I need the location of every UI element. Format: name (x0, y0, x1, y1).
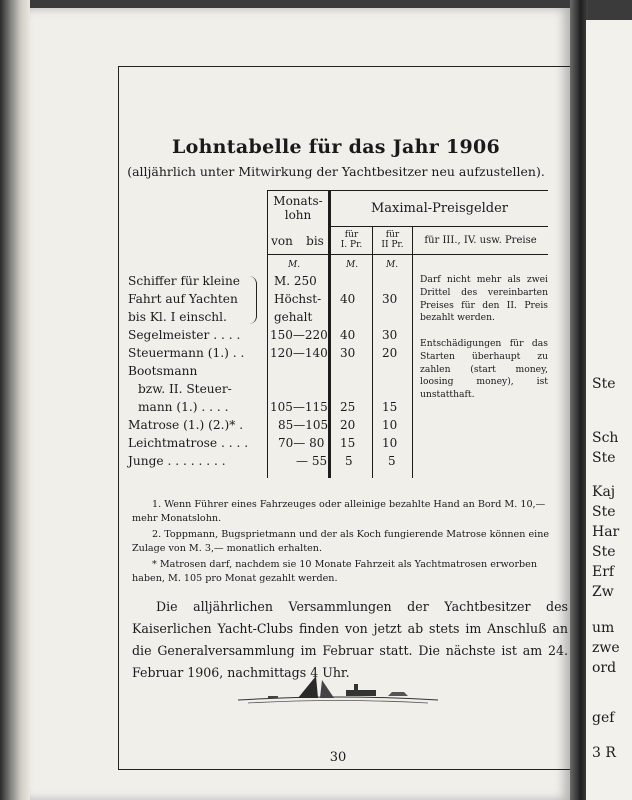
lohn-value: M. 250 (274, 274, 317, 288)
right-page-word: 3 R (592, 745, 616, 761)
lohn-value: 120—140 (270, 346, 328, 360)
right-page-word: Ste (592, 544, 616, 560)
unit-mark: M. (386, 260, 399, 270)
prize-i-value: 30 (340, 346, 356, 360)
lohn-value: 85—105 (278, 418, 329, 432)
row-label: Matrose (1.) (2.)* . (128, 418, 244, 432)
note-preis-limit: Darf nicht mehr als zwei Drittel des vereinbarten Preises für den II. Preis bezahlt werden. (420, 274, 548, 324)
right-page-word: Kaj (592, 484, 616, 500)
page-number: 30 (329, 750, 347, 765)
header-fuer-i-preis: für I. Pr. (340, 230, 363, 250)
header-maximal-preisgelder: Maximal-Preisgelder (370, 201, 509, 216)
row-label: Fahrt auf Yachten (128, 292, 238, 306)
page-title: Lohntabelle für das Jahr 1906 (171, 136, 501, 158)
row-label: Steuermann (1.) . . (128, 346, 245, 360)
header-fuer-ii-preis: für II Pr. (381, 230, 404, 250)
prize-i-value: 15 (340, 436, 356, 450)
row-label: Schiffer für kleine (128, 274, 241, 288)
right-page-word: Ste (592, 450, 616, 466)
footnote-1: 1. Wenn Führer eines Fahrzeuges oder alleinige bezahlte Hand an Bord M. 10,— mehr Monatslohn. (132, 499, 546, 524)
row-label: Leichtmatrose . . . . (128, 436, 249, 450)
right-page-word: ord (592, 660, 617, 676)
brace (248, 276, 257, 324)
header-von: von (271, 234, 293, 248)
prize-ii-value: 30 (382, 328, 398, 342)
row-label: Junge . . . . . . . . (128, 454, 226, 468)
right-page-word: um (592, 620, 615, 636)
prize-ii-value: 20 (382, 346, 398, 360)
footnote-2: 2. Toppmann, Bugsprietmann und der als Koch fungierende Matrose können eine Zulage von M. 3,— monatlich erhalten. (132, 529, 550, 554)
right-page-word: zwe (592, 640, 620, 656)
ship-vignette (238, 672, 438, 712)
row-label: Segelmeister . . . . (128, 328, 241, 342)
unit-mark: M. (346, 260, 359, 270)
lohn-value: 70— 80 (278, 436, 325, 450)
page-subtitle: (alljährlich unter Mitwirkung der Yachtbesitzer neu aufzustellen). (127, 164, 545, 179)
prize-ii-value: 15 (382, 400, 398, 414)
lohn-value: gehalt (274, 310, 313, 324)
book-left-edge (0, 0, 30, 800)
lohn-value: 105—115 (270, 400, 328, 414)
prize-ii-value: 30 (382, 292, 398, 306)
right-page-word: Sch (592, 430, 619, 446)
wage-table-box (118, 66, 568, 760)
row-label: bzw. II. Steuer- (138, 382, 232, 396)
prize-i-value: 20 (340, 418, 356, 432)
prize-i-value: 40 (340, 292, 356, 306)
right-page-word: gef (592, 710, 615, 726)
prize-ii-value: 5 (388, 454, 396, 468)
lohn-value: 150—220 (270, 328, 328, 342)
header-fuer-iii-preise: für III., IV. usw. Preise (424, 235, 537, 246)
header-bis: bis (306, 234, 324, 248)
unit-mark: M. (288, 260, 301, 270)
prize-ii-value: 10 (382, 418, 398, 432)
right-page-word: Har (592, 524, 620, 540)
right-page-word: Ste (592, 376, 616, 392)
prize-ii-value: 10 (382, 436, 398, 450)
header-monatslohn: Monats- lohn (273, 194, 323, 222)
right-page-word: Zw (592, 584, 614, 600)
lohn-value: Höchst- (274, 292, 322, 306)
wage-table (128, 190, 548, 480)
lohn-value: — 55 (296, 454, 328, 468)
prize-i-value: 40 (340, 328, 356, 342)
prize-i-value: 5 (345, 454, 353, 468)
right-page-fragment (586, 20, 632, 800)
footnote-3: * Matrosen darf, nachdem sie 10 Monate Fahrzeit als Yachtmatrosen erworben haben, M. 105 pro Monat gezahlt werden. (132, 559, 538, 584)
note-start-money: Entschädigungen für das Starten überhaupt zu zahlen (start money, loosing money), ist unstatthaft. (420, 338, 548, 401)
row-label: bis Kl. I einschl. (128, 310, 227, 324)
prize-i-value: 25 (340, 400, 356, 414)
right-page-word: Ste (592, 504, 616, 520)
row-label: Bootsmann (128, 364, 198, 378)
right-page-word: Erf (592, 564, 615, 580)
row-label: mann (1.) . . . . (138, 400, 229, 414)
meeting-paragraph: Die alljährlichen Versammlungen der Yachtbesitzer des Kaiserlichen Yacht-Clubs finden von jetzt ab stets im Anschluß an die Generalversammlung im Februar statt. Die nächste ist am 24. Februar 1906, nachmittags 4 Uhr. (132, 599, 568, 680)
